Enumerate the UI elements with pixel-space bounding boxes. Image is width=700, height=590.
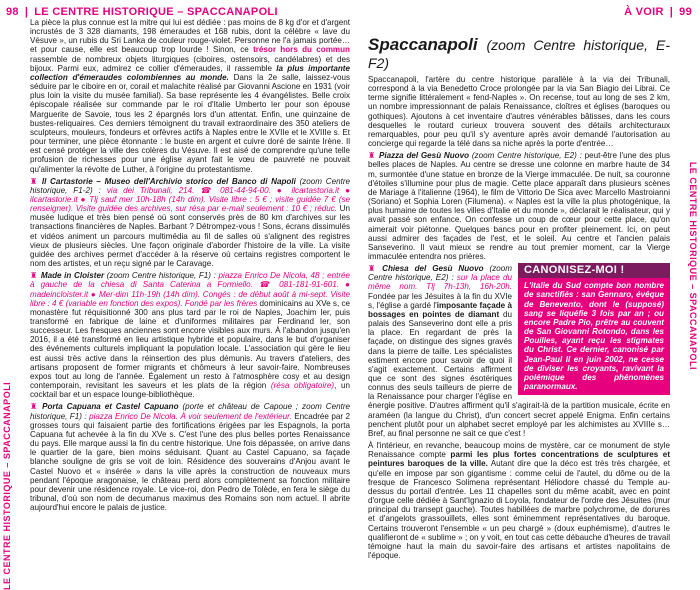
entry-porta-capuana: ♜ Porta Capuana et Castel Capuano (porte et château de Capoue ; zoom Centre historique, F1) : piazza Enrico De Nicola. À voir seulement de l'extérieur. Encadrée par 2 grosses tours qui faisaient partie des fortifications érigées par les Espagnols, la porta Capuana fut achevée à la fin du XVe s. C'est l'une des plus belles portes Renaissance du pays. Elle marque aussi la fin du centre historique. Une fois dépassée, on arrive dans le quartier de la gare, bien moins séduisant. Quant au Castel Capuano, sa façade blanche souligne de gris se voit de loin. Résidence des souverains d'Anjou avant le Castel Nuovo et « insérée » dans la ville après la construction de nouveaux murs pendant l'époque aragonaise, le château perd alors complètement sa fonction militaire pour devenir une résidence royale. Le vice-roi, don Pedro de Tolède, en fera le siège du tribunal, d'où son nom de decumanus maximus des Romains son nom actuel. Il abrite aujourd'hui encore le palais de justice. (30, 402, 351, 513)
entry-made-in-cloister: ♜ Made in Cloister (zoom Centre historique, F1) : piazza Enrico De Nicola, 48 ; entrée à gauche de la chiesa di Santa Caterina a Formiello. ☎ 081-181-91-601. ● madeincloister.it ● Mer-dim 11h-19h (14h dim). Congés : de début août à mi-sept. Visite libre : 4 € (variable en fonction des expos). Fondé par les frères dominicains au XVe s, ce monastère fut réquisitionné 300 ans plus tard par le roi de Naples, Joachim Ier, puis transformé en fabrique de laine et d'uniformes militaires par Ferdinand Ier, son successeur. Les fresques anciennes sont encore visibles aux murs. À l'abandon jusqu'en 2016, il a été transformé en lieu artistique hybride et populaire, dans le but d'organiser des événements culturels impliquant la population locale. L'association qui gère le lieu est aussi très active dans la réinsertion des plus démunis. Au travers d'ateliers, des artisans proposent de former migrants et chômeurs à leur savoir-faire. Nombreuses expos tout au long de l'année. Également un resto à l'atmosphère cosy et au design contemporain, revisitant les saveurs et les plats de la région (résa obligatoire), un cocktail bar et un espace lounge-bibliothèque. (30, 271, 351, 400)
section-heading: Spaccanapoli (zoom Centre historique, E-F2) (368, 35, 670, 71)
paragraph: La pièce la plus connue est la mitre qui lui est dédiée : pas moins de 8 kg d'or et d'argent incrustés de 3 328 diamants, 198 émeraudes et 168 rubis, dont la célèbre « lave du Vésuve », un rubis du Sri Lanka de couleur rouge-violet. Personne ne l'a jamais portée… et pour cause, elle est beaucoup trop lourde ! Sinon, ce trésor hors du commun rassemble de nombreux objets liturgiques (ciboires, ostensoirs, candélabres) et des bijoux. Parmi eux, admirez ce collier d'émeraudes, il rassemble la plus importante collection d'émeraudes colombiennes au monde. Dans la 2e salle, laissez-vous séduire par le ciboire en or, corail et malachite réalisé par Giovanni Ascione en 1931 (voir plus loin la visite du musée familial). Sa base représente les 4 évangélistes. Belle croix épiscopale réalisée sur commande par le roi d'Italie Umberto Ier pour son épouse Marguerite de Savoie, tous les 2 épargnés lors d'un attentat. Enfin, une quinzaine de bustes-reliquaires. Ces derniers témoignent du travail extraordinaire des 350 ateliers de sculpteurs, mouleurs, fondeurs et orfèvres actifs à Naples entre le XVIIe et le XVIIIe s. Et pour terminer, une pièce étonnante : le buste en argent et cuivre doré de sainte Irène. Il est censé protéger la ville des colères du Vésuve. Il est aisé de comprendre qu'une telle profusion de richesses pour une église ayant fait le vœu de pauvreté ne pouvait qu'alimenter la révolte de Luther, à l'origine du protestantisme. (30, 18, 351, 174)
info-box (518, 263, 670, 395)
museum-icon: ♜ (30, 176, 38, 186)
page-number-left: 98 (6, 6, 19, 18)
header-left: 98 | LE CENTRE HISTORIQUE – SPACCANAPOLI (6, 6, 278, 18)
page-number-right: 99 (679, 6, 692, 18)
church-icon: ♜ (368, 264, 376, 274)
left-column (30, 18, 350, 515)
square-icon: ♜ (368, 151, 376, 161)
entry-cartastorie: ♜ Il Cartastorie – Museo dell'Archivio storico del Banco di Napoli (zoom Centre historique, F1-2) : via dei Tribunali, 214. ☎ 081-44-94-00. ● ilcartastoria.it ● ilcartastorie.it ● Tlj sauf mer 10h-18h (14h dim). Visite libre : 5 € ; visite guidée 7 € (se renseigner). Visite guidée des archives, sur résa par e-mail seulement : 10 € ; réduc. Un musée ludique et très bien pensé où sont conservés près de 80 km d'archives sur les transactions financières de Naples. Barbant ? Détrompez-vous ! Sons, écrans dissimulés et vidéos animent un parcours multimédia au fil de salles où s'alignent des registres vieux de plusieurs siècles. Une façon originale d'aborder l'histoire de la ville. La visite guidée des archives permet d'accéder à la réserve où certains registres comportent le nom des artistes, et un reçu signé par le Caravage. (30, 176, 351, 269)
paragraph: Spaccanapoli, l'artère du centre historique parallèle à la via dei Tribunali, correspond à la via Benedetto Croce prolongée par la via San Biagio dei Librai. Ce terme signifie littéralement « fend-Naples ». On recense, tout au long de ses 2 km, un nombre impressionnant de palais Renaissance, cloîtres et églises (baroques ou gothiques). Ajoutons à cet inventaire d'autres vénérables bâtisses, dans les cours desquelles le routard curieux trouvera souvent des détails architecturaux remarquables, pour peu qu'il s'y aventure après avoir demandé l'autorisation au concierge qui regarde la télé dans sa niche après la porte d'entrée… (368, 75, 670, 149)
paragraph: À l'intérieur, en revanche, beaucoup moins de mystère, car ce monument de style Renaissance compte parmi les plus fortes concentrations de sculptures et peintures baroques de la ville. Autant dire que la déco est très très chargée, et qu'elle en impose par son gigantisme : comme celui de l'autel, du dôme ou de la fresque de Francesco Solimena représentant Héliodore chassé du Temple au-dessus du portail d'entrée. Les 11 chapelles sont du même acabit, avec en point d'orgue celle dédiée à Sant'Ignazio di Loyola, fondateur de l'ordre des Jésuites (mur principal du transept gauche). Toutes habillées de marbre polychrome, de dorures et d'angelots grassouillets, elles sont éminemment représentatives du baroque. Certains trouveront l'ensemble « un peu chargé » (doux euphémisme), d'autres le qualifieront de « sublime » ; on y voit, en tout cas cette débauche d'heures de travail témoigne haut la main du savoir-faire des artisans et artistes napolitains de l'époque. (368, 441, 671, 560)
side-label-right: LE CENTRE HISTORIQUE – SPACCANAPOLI (688, 161, 698, 370)
monument-icon: ♜ (30, 402, 38, 412)
info-box-title: CANONISEZ-MOI ! (518, 263, 670, 278)
header-right: À VOIR | 99 (624, 6, 692, 18)
museum-icon: ♜ (30, 271, 38, 281)
section-title-left: LE CENTRE HISTORIQUE – SPACCANAPOLI (34, 6, 278, 18)
entry-piazza-gesu: ♜ Piazza del Gesù Nuovo (zoom Centre historique, E2) : peut-être l'une des plus belles places de Naples. Au centre se dresse une colonne en marbre haute de 34 m, surmontée d'une statue en bronze de la Vierge immaculée. De nuit, sa couronne d'étoiles s'illumine pour plus de magie. Cette place apparaît dans plusieurs scènes de Mariage à l'italienne (1964), le film de Vittorio De Sica avec Marcello Mastroianni (Soriano) et Sophia Loren (Filumena). « Naples est la ville la plus photogénique, la plus humaine de toutes les villes d'Italie et du monde », déclarait le réalisateur, qui y avait passé son enfance. On confesse un coup de cœur pour cette place, qu'on aimerait voir piétonne. Quelques bancs pour en profiter pleinement. Ici, on peut aussi admirer des façades de l'est, et le soleil. Au centre et l'ancien palais Sanseverino. Il vaut mieux se rendre au tout premier moment, car la Vierge immaculée entendra nos prières. (368, 151, 671, 261)
right-column (368, 36, 670, 563)
entry-chiesa-gesu: ♜ Chiesa del Gesù Nuovo (zoom Centre historique, E2) : sur la place du même nom. Tlj 7h-13h, 16h-20h. Fondée par les Jésuites à la fin du XVIe s, l'église a gardé l'imposante façade à bossages en pointes de diamant du palais des Sanseverino dont elle a pris la place. En regardant de près la façade, on distingue des signes gravés dans la pierre de taille. Les spécialistes estiment encore pour savoir de quoi il s'agit exactement. Certains affirment que ce sont des signes ésotériques connus des seuls tailleurs de pierre de la Renaissance pour charger l'église en énergie positive. D'autres affirment qu'il s'agirait-là de la partition musicale, écrite en araméen (la langue du Christ), d'un concert secret appelé Enigma. Enfin certains penchent plutôt pour un alphabet secret employé par les alchimistes au XVIIIe s… Bref, au final personne ne sait ce que c'est ! (368, 264, 670, 438)
info-box-body: L'italie du Sud compte bon nombre de sanctifiés : san Gennaro, évêque de Benevento, dont le (supposé) sang se liquéfie 3 fois par an ; ou encore Padre Pio, prêtre au couvent de San Giovanni Rotondo, dans les Pouilles, ayant reçu les stigmates du Christ. Ce dernier, canonisé par Jean-Paul II en juin 2002, ne cesse de diviser les croyants, ravivant la polémique des phénomènes paranormaux. (524, 281, 664, 391)
side-label-left: LE CENTRE HISTORIQUE – SPACCANAPOLI (2, 381, 12, 590)
section-title-right: À VOIR (624, 6, 664, 18)
